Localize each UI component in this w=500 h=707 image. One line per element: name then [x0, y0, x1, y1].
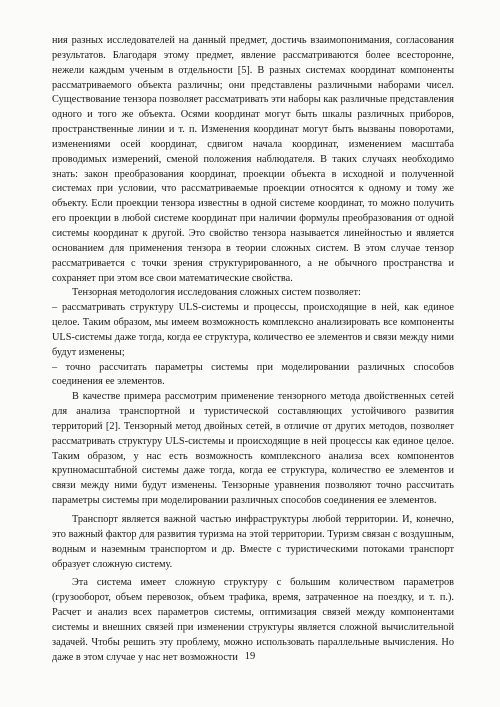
- body-text: [52, 34, 454, 665]
- paragraph: Тензорная методология исследования сложных систем позволяет:: [72, 287, 361, 299]
- paragraph: ния разных исследователей на данный предмет, достичь взаимопонимания, согласования результатов. Благодаря этому предмет, явление рассматриваются более всесторонне, нежели каждым ученым в отдельности [5]. В разных системах координат компоненты рассматриваемого объекта различны; они представлены различными наборами чисел. Существование тензора позволяет рассматривать эти наборы как различные представления одного и того же объекта. Осями координат могут быть шкалы различных приборов, пространственные линии и т. п. Изменения координат могут быть вызваны поворотами, изменениями осей координат, сдвигом начала координат, изменением масштаба проводимых измерений, сменой положения наблюдателя. В таких случаях необходимо знать: закон преобразования координат, проекции объекта в исходной и полученной системах при условии, что рассматриваемые проекции относятся к одному и тому же объекту. Если проекции тензора известны в одной системе координат, то можно получить его проекции в любой системе координат при наличии формулы преобразования от одной системы координат к другой. Это свойство тензора называется линейностью и является основанием для применения тензора в теории сложных систем. В этом случае тензор рассматривается с точки зрения структурированного, а не обычного пространства и сохраняет при этом все свои математические свойства.: [52, 35, 454, 284]
- paragraph: Эта система имеет сложную структуру с большим количеством параметров (грузооборот, объем перевозок, объем трафика, время, затраченное на поездку, и т. п.). Расчет и анализ всех параметров системы, оптимизация связей между компонентами системы и внешних связей при изменении структуры является сложной вычислительной задачей. Чтобы решить эту проблему, можно использовать параллельные вычисления. Но даже в этом случае у нас нет возможности: [52, 577, 454, 663]
- list-item: – рассматривать структуру ULS-системы и процессы, происходящие в ней, как единое целое. Таким образом, мы имеем возможность комплексно анализировать все компоненты ULS-системы даже тогда, когда ее структура, количество ее элементов и связи между ними будут изменены;: [52, 302, 454, 358]
- list-item: – точно рассчитать параметры системы при моделировании различных способов соединения ее элементов.: [52, 361, 454, 388]
- paragraph: Транспорт является важной частью инфраструктуры любой территории. И, конечно, это важный фактор для развития туризма на этой территории. Туризм связан с воздушным, водным и наземным транспортом и др. Вместе с туристическими потоками транспорт образует сложную систему.: [52, 514, 454, 570]
- paragraph: В качестве примера рассмотрим применение тензорного метода двойственных сетей для анализа транспортной и туристической составляющих устойчивого развития территорий [2]. Тензорный метод двойных сетей, в отличие от других методов, позволяет рассматривать структуру ULS-системы и происходящие в ней процессы как единое целое. Таким образом, у нас есть возможность комплексного анализа всех компонентов крупномасштабной системы даже тогда, когда ее структура, количество ее элементов и связи между ними будут изменены. Тензорные уравнения позволяют точно рассчитать параметры системы при моделировании различных способов соединения ее элементов.: [52, 391, 454, 507]
- page-number: 19: [244, 651, 256, 662]
